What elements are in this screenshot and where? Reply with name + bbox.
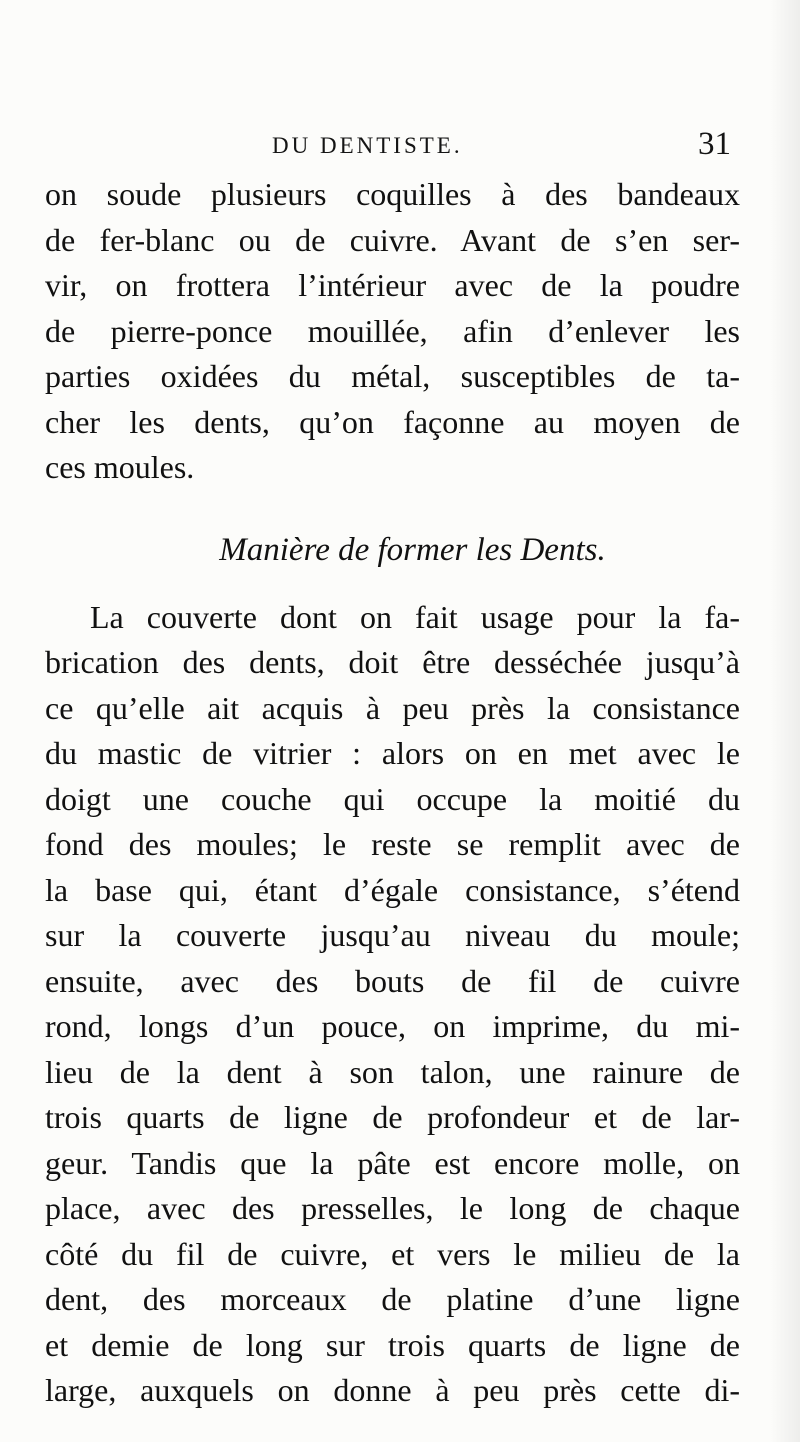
body-text <box>45 172 740 1414</box>
text-line: dent, des morceaux de platine d’une ligne <box>45 1281 740 1317</box>
paragraph-1 <box>45 172 740 491</box>
text-line: la base qui, étant d’égale consistance, s’étend <box>45 871 740 908</box>
text-line: ce qu’elle ait acquis à peu près la consistance <box>45 689 740 726</box>
text-line: ces moules. <box>45 449 195 485</box>
text-line: sur la couverte jusqu’au niveau du moule; <box>45 917 740 953</box>
text-line: rond, longs d’un pouce, on imprime, du mi- <box>45 1008 740 1044</box>
section-heading: Manière de former les Dents. <box>219 531 606 568</box>
text-line: large, auxquels on donne à peu près cette di- <box>45 1372 740 1408</box>
text-line: brication des dents, doit être desséchée jusqu’à <box>45 644 740 680</box>
running-head <box>0 128 800 164</box>
text-line: vir, on frottera l’intérieur avec de la poudre <box>45 267 740 303</box>
text-line: La couverte dont on fait usage pour la fa- <box>90 598 740 635</box>
text-line: parties oxidées du métal, susceptibles de ta- <box>45 358 740 394</box>
text-line: de fer-blanc ou de cuivre. Avant de s’en ser- <box>45 221 740 258</box>
text-line: doigt une couche qui occupe la moitié du <box>45 780 740 817</box>
paragraph-2 <box>45 595 740 1414</box>
text-line: cher les dents, qu’on façonne au moyen de <box>45 403 740 440</box>
running-title: DU DENTISTE. <box>272 133 463 158</box>
text-line: on soude plusieurs coquilles à des bandeaux <box>45 176 740 212</box>
text-line: du mastic de vitrier : alors on en met avec le <box>45 735 740 771</box>
text-line: geur. Tandis que la pâte est encore molle, on <box>45 1144 740 1181</box>
text-line: place, avec des presselles, le long de chaque <box>45 1190 740 1226</box>
text-line: trois quarts de ligne de profondeur et de lar- <box>45 1099 740 1135</box>
text-line: lieu de la dent à son talon, une rainure de <box>45 1053 740 1090</box>
text-line: côté du fil de cuivre, et vers le milieu de la <box>45 1235 740 1272</box>
text-line: et demie de long sur trois quarts de ligne de <box>45 1326 740 1363</box>
text-line: fond des moules; le reste se remplit avec de <box>45 826 740 862</box>
page-number: 31 <box>698 126 731 162</box>
text-line: ensuite, avec des bouts de fil de cuivre <box>45 962 740 999</box>
text-line: de pierre-ponce mouillée, afin d’enlever les <box>45 312 740 349</box>
